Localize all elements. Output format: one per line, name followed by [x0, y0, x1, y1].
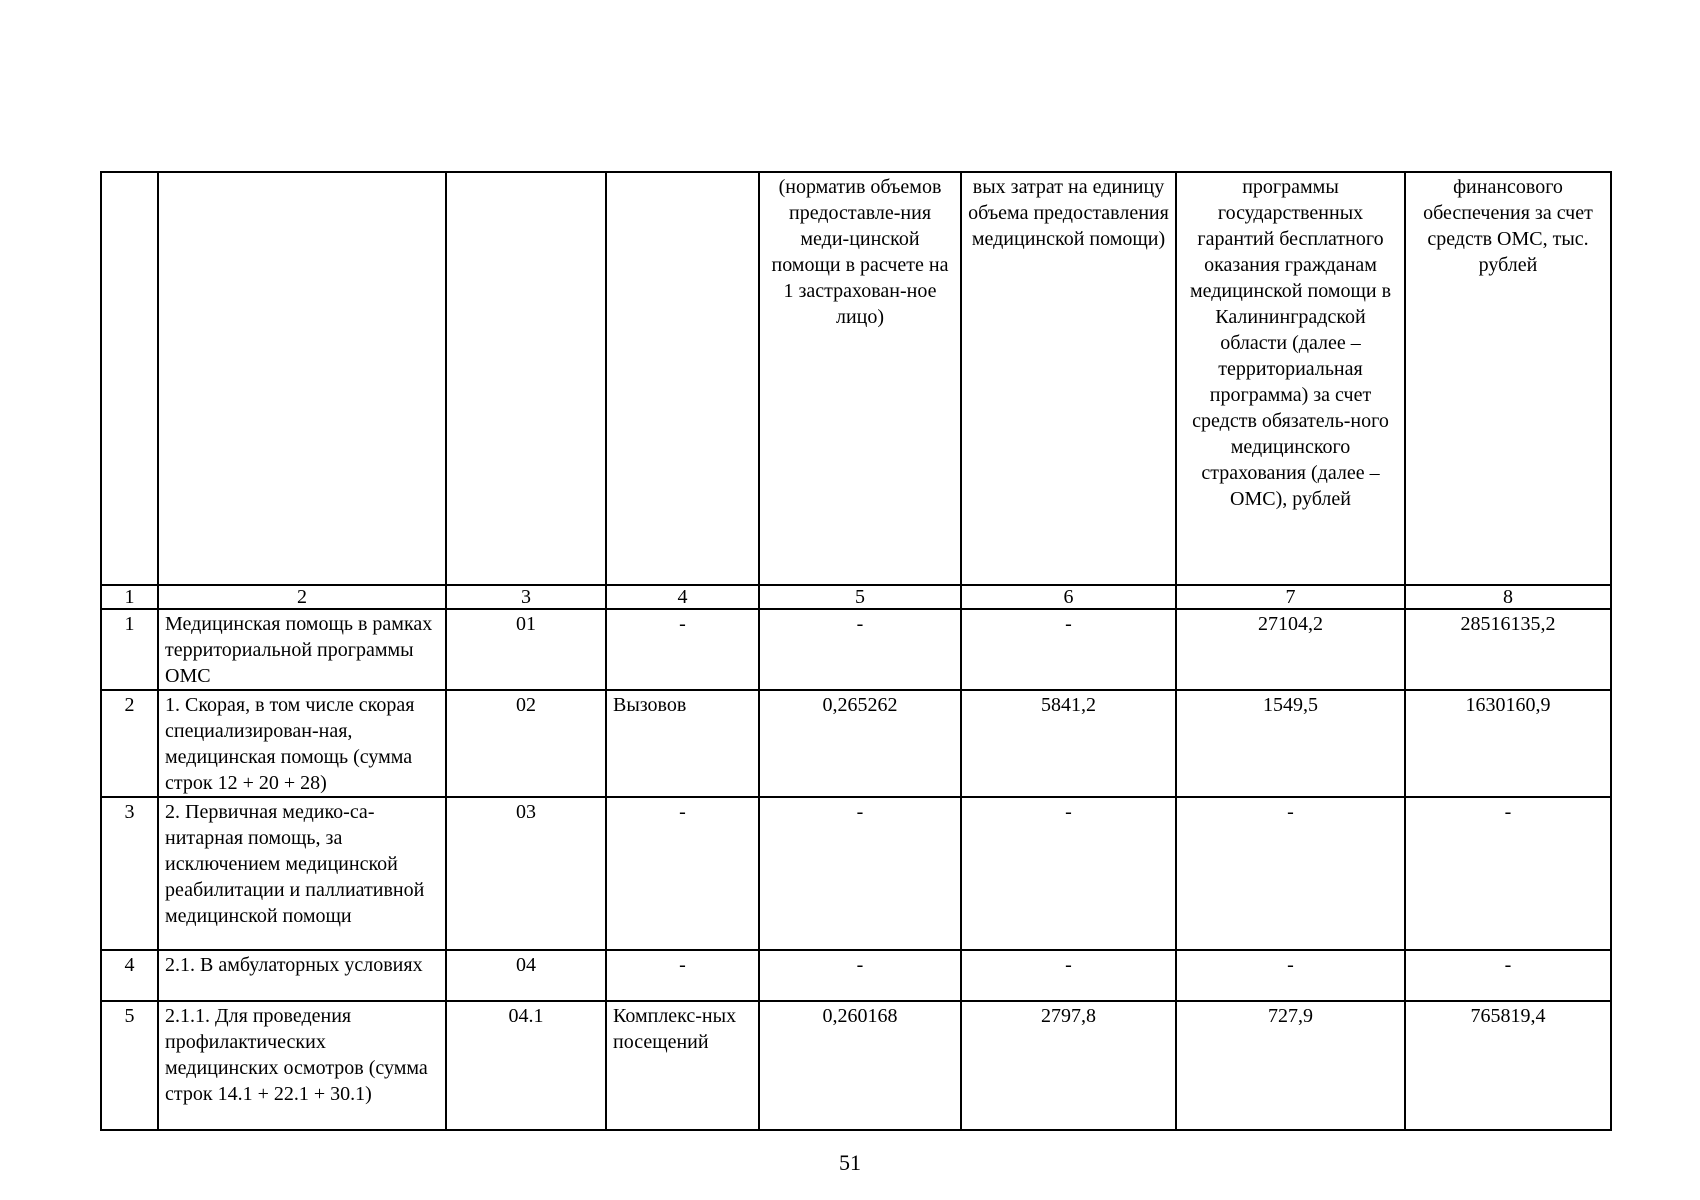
- row-number: 5: [101, 1001, 158, 1130]
- row-name: Медицинская помощь в рамках территориальной программы ОМС: [158, 609, 446, 690]
- row-total: -: [1405, 797, 1611, 950]
- row-total: 28516135,2: [1405, 609, 1611, 690]
- column-number: 1: [101, 585, 158, 609]
- row-unit: Комплекс-ных посещений: [606, 1001, 759, 1130]
- row-name: 2.1. В амбулаторных условиях: [158, 950, 446, 1001]
- row-unit: -: [606, 797, 759, 950]
- row-cost: -: [961, 609, 1176, 690]
- column-number: 7: [1176, 585, 1405, 609]
- header-row: [101, 172, 1611, 585]
- row-per-capita: 1549,5: [1176, 690, 1405, 797]
- column-number: 2: [158, 585, 446, 609]
- column-number: 5: [759, 585, 961, 609]
- row-cost: -: [961, 797, 1176, 950]
- row-cost: -: [961, 950, 1176, 1001]
- data-table-container: [100, 171, 1610, 1131]
- header-cell-3: [446, 172, 606, 585]
- header-cell-7: программы государственных гарантий бесплатного оказания гражданам медицинской помощи в Калининградской области (далее – территориальная программа) за счет средств обязатель-ного медицинского страхования (далее – ОМС), рублей: [1176, 172, 1405, 585]
- row-number: 1: [101, 609, 158, 690]
- row-norm: -: [759, 797, 961, 950]
- row-norm: 0,260168: [759, 1001, 961, 1130]
- row-norm: -: [759, 609, 961, 690]
- header-cell-4: [606, 172, 759, 585]
- row-name: 2. Первичная медико-са-нитарная помощь, за исключением медицинской реабилитации и паллиативной медицинской помощи: [158, 797, 446, 950]
- row-number: 3: [101, 797, 158, 950]
- column-number: 6: [961, 585, 1176, 609]
- header-cell-5: (норматив объемов предоставле-ния меди-цинской помощи в расчете на 1 застрахован-ное лицо): [759, 172, 961, 585]
- table-row: [101, 609, 1611, 690]
- row-cost: 5841,2: [961, 690, 1176, 797]
- row-norm: -: [759, 950, 961, 1001]
- row-per-capita: -: [1176, 950, 1405, 1001]
- table-row: [101, 690, 1611, 797]
- column-number: 4: [606, 585, 759, 609]
- column-number-row: [101, 585, 1611, 609]
- row-total: 1630160,9: [1405, 690, 1611, 797]
- row-code: 03: [446, 797, 606, 950]
- row-total: 765819,4: [1405, 1001, 1611, 1130]
- row-code: 01: [446, 609, 606, 690]
- table-row: [101, 1001, 1611, 1130]
- row-per-capita: 727,9: [1176, 1001, 1405, 1130]
- row-per-capita: 27104,2: [1176, 609, 1405, 690]
- header-cell-2: [158, 172, 446, 585]
- row-name: 1. Скорая, в том числе скорая специализирован-ная, медицинская помощь (сумма строк 12 + 20 + 28): [158, 690, 446, 797]
- table-row: [101, 797, 1611, 950]
- row-number: 4: [101, 950, 158, 1001]
- row-number: 2: [101, 690, 158, 797]
- row-unit: -: [606, 609, 759, 690]
- financial-norms-table: [100, 171, 1612, 1131]
- row-name: 2.1.1. Для проведения профилактических медицинских осмотров (сумма строк 14.1 + 22.1 + 30.1): [158, 1001, 446, 1130]
- header-cell-1: [101, 172, 158, 585]
- row-code: 04.1: [446, 1001, 606, 1130]
- table-row: [101, 950, 1611, 1001]
- page-number: 51: [839, 1150, 861, 1175]
- column-number: 3: [446, 585, 606, 609]
- header-cell-6: вых затрат на единицу объема предоставления медицинской помощи): [961, 172, 1176, 585]
- row-cost: 2797,8: [961, 1001, 1176, 1130]
- header-cell-8: финансового обеспечения за счет средств ОМС, тыс. рублей: [1405, 172, 1611, 585]
- column-number: 8: [1405, 585, 1611, 609]
- row-unit: Вызовов: [606, 690, 759, 797]
- row-norm: 0,265262: [759, 690, 961, 797]
- row-per-capita: -: [1176, 797, 1405, 950]
- row-code: 04: [446, 950, 606, 1001]
- row-total: -: [1405, 950, 1611, 1001]
- row-code: 02: [446, 690, 606, 797]
- row-unit: -: [606, 950, 759, 1001]
